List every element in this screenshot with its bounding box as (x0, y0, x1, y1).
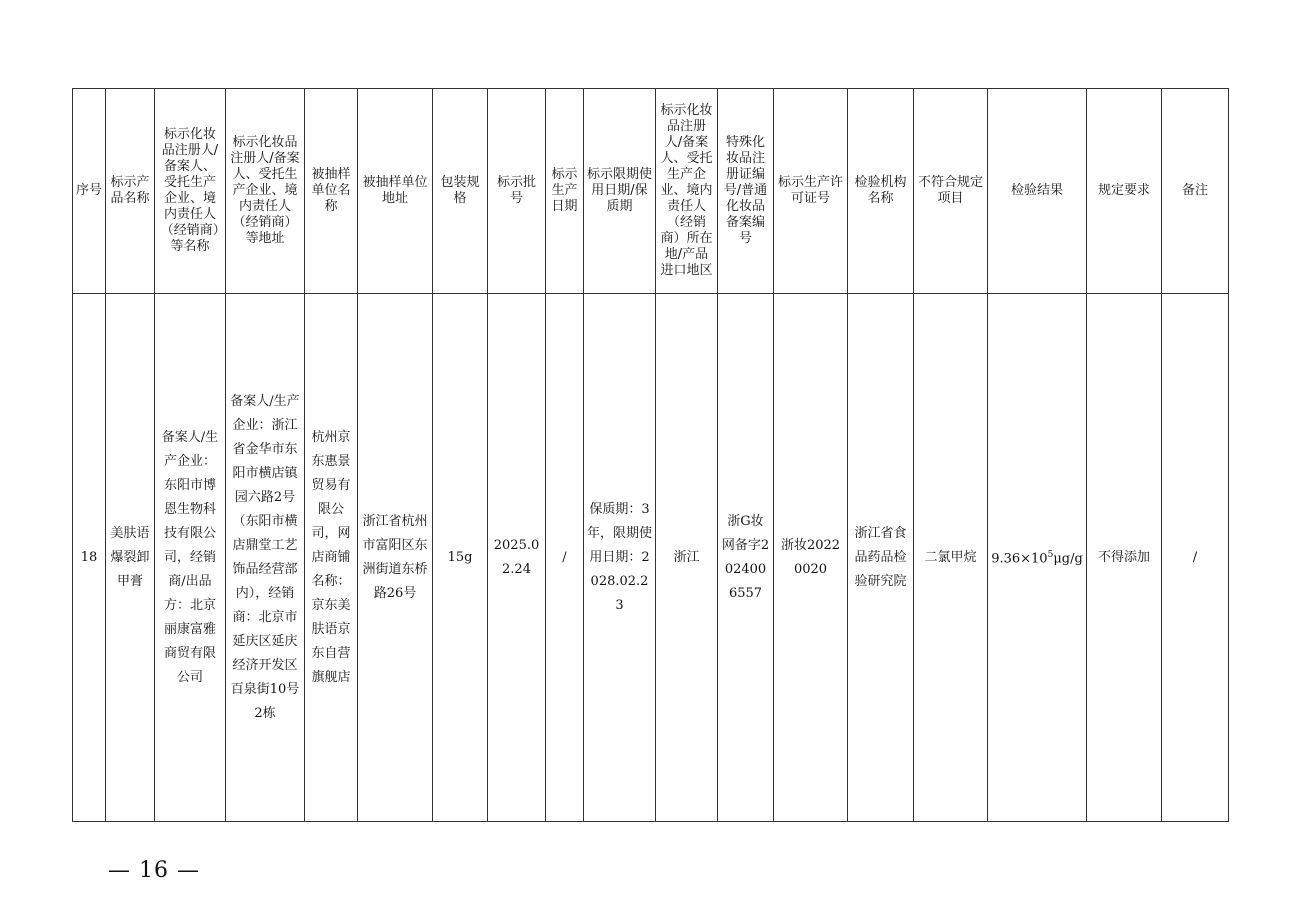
result-unit: μg/g (1053, 551, 1083, 567)
cell-license-no: 浙妆20220020 (774, 294, 848, 822)
page-number: — 16 — (108, 858, 200, 883)
cell-record-no: 浙G妆网备字2024006557 (718, 294, 774, 822)
cell-region: 浙江 (656, 294, 718, 822)
header-cell: 规定要求 (1087, 89, 1162, 294)
header-cell: 被抽样单位名称 (305, 89, 358, 294)
header-cell: 标示生产日期 (546, 89, 584, 294)
header-cell: 标示生产许可证号 (774, 89, 848, 294)
header-cell: 标示限期使用日期/保质期 (584, 89, 656, 294)
header-cell: 序号 (73, 89, 106, 294)
cell-index: 18 (73, 294, 106, 822)
header-cell: 标示化妆品注册人/备案人、受托生产企业、境内责任人（经销商）等地址 (226, 89, 305, 294)
inspection-table (72, 88, 1229, 822)
cell-package: 15g (433, 294, 488, 822)
header-cell: 标示批号 (488, 89, 546, 294)
header-cell: 特殊化妆品注册证编号/普通化妆品备案编号 (718, 89, 774, 294)
header-cell: 检验结果 (988, 89, 1087, 294)
table-header-row (73, 89, 1229, 294)
cell-production-date: / (546, 294, 584, 822)
cell-lab: 浙江省食品药品检验研究院 (848, 294, 914, 822)
cell-registrant-address: 备案人/生产企业：浙江省金华市东阳市横店镇园六路2号（东阳市横店鼎堂工艺饰品经营部内），经销商：北京市延庆区延庆经济开发区百泉街10号2栋 (226, 294, 305, 822)
cell-registrant-name: 备案人/生产企业：东阳市博恩生物科技有限公司，经销商/出品方：北京丽康富雅商贸有限公司 (155, 294, 226, 822)
cell-failed-item: 二氯甲烷 (914, 294, 988, 822)
cell-remark: / (1162, 294, 1229, 822)
cell-sampled-address: 浙江省杭州市富阳区东洲街道东桥路26号 (358, 294, 433, 822)
cell-batch: 2025.02.24 (488, 294, 546, 822)
cell-result (988, 294, 1087, 822)
table-row (73, 294, 1229, 822)
header-cell: 标示化妆品注册人/备案人、受托生产企业、境内责任人（经销商）等名称 (155, 89, 226, 294)
header-cell: 备注 (1162, 89, 1229, 294)
result-exponent: 5 (1047, 550, 1054, 561)
cell-expiry: 保质期：3年，限期使用日期：2028.02.23 (584, 294, 656, 822)
header-cell: 不符合规定项目 (914, 89, 988, 294)
header-cell: 标示化妆品注册人/备案人、受托生产企业、境内责任人（经销商）所在地/产品进口地区 (656, 89, 718, 294)
header-cell: 检验机构名称 (848, 89, 914, 294)
cell-requirement: 不得添加 (1087, 294, 1162, 822)
header-cell: 标示产品名称 (106, 89, 155, 294)
cell-sampled-unit: 杭州京东惠景贸易有限公司，网店商铺名称：京东美肤语京东自营旗舰店 (305, 294, 358, 822)
cell-product: 美肤语爆裂卸甲膏 (106, 294, 155, 822)
header-cell: 包装规格 (433, 89, 488, 294)
result-value: 9.36×10 (991, 551, 1048, 567)
header-cell: 被抽样单位地址 (358, 89, 433, 294)
